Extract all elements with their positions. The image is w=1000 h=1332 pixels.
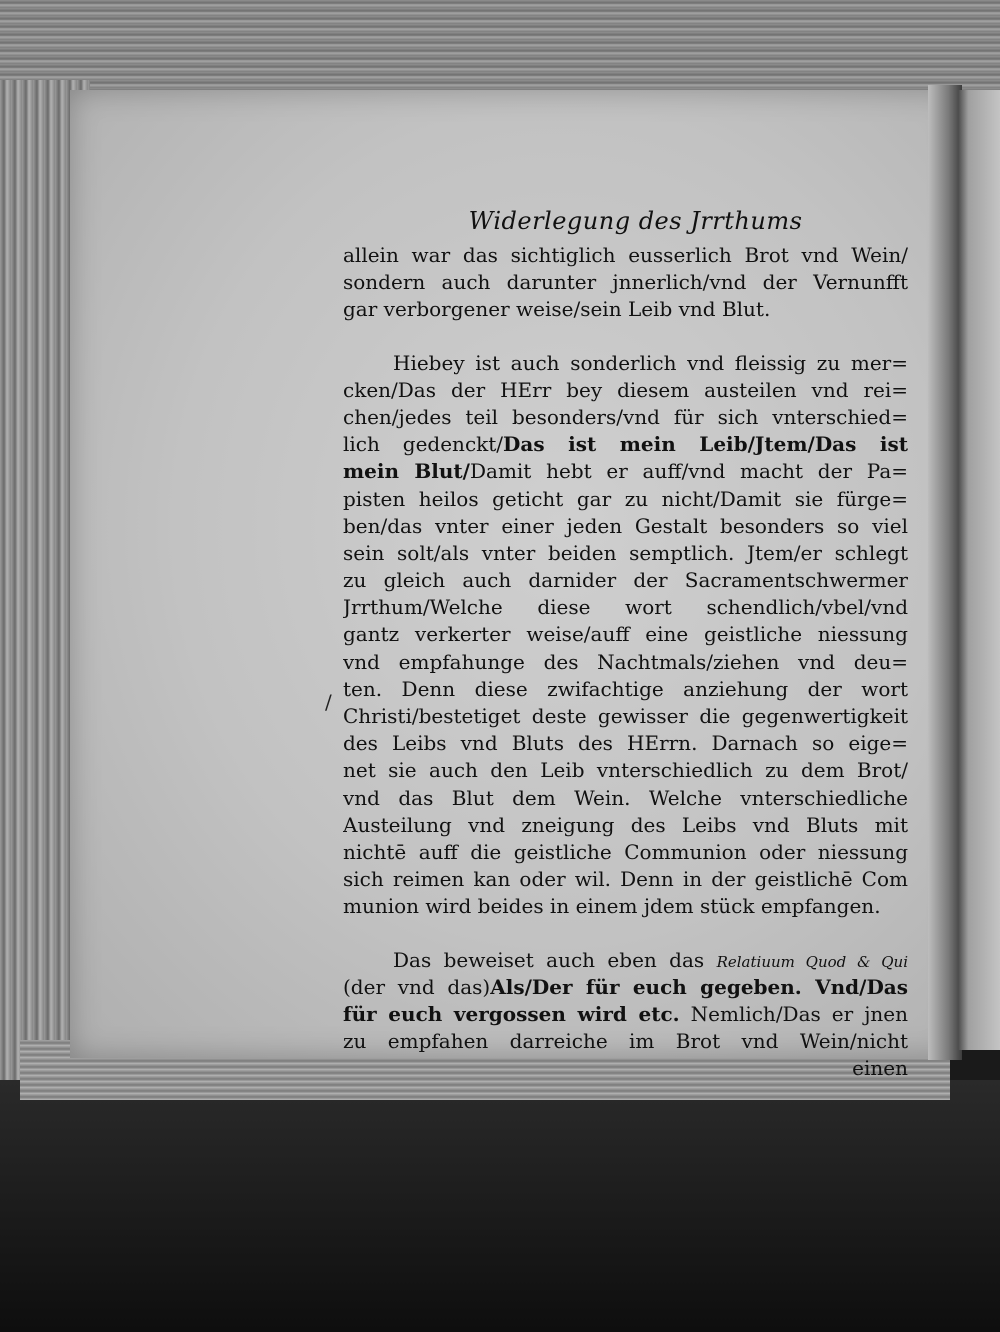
text-line: zu empfahen darreiche im Brot vnd Wein/nicht [343, 1029, 908, 1054]
text-line: gantz verkerter weise/auff eine geistliche niessung [343, 622, 908, 647]
text-line: Austeilung vnd zneigung des Leibs vnd Bluts mit [343, 812, 908, 837]
paragraph-3 [343, 947, 908, 1056]
text-line: für euch vergossen wird etc. Nemlich/Das er jnen [343, 1001, 908, 1026]
text-segment: Damit hebt er auff/vnd macht der Pa= [469, 459, 908, 484]
running-head: Widerlegung des Jrrthums [468, 207, 803, 235]
text-line: vnd das Blut dem Wein. Welche vnterschiedliche [343, 785, 908, 810]
text-line: munion wird beides in einem jdem stück empfangen. [343, 894, 881, 919]
book-gutter [928, 85, 962, 1060]
text-line: Jrrthum/Welche diese wort schendlich/vbel/vnd [343, 595, 908, 620]
paragraph-2 [343, 350, 908, 921]
text-line: mein Blut/Damit hebt er auff/vnd macht der Pa= [343, 459, 908, 484]
text-line: chen/jedes teil besonders/vnd für sich vnterschied= [343, 404, 908, 429]
facing-page-edge [958, 90, 1000, 1050]
text-line: sich reimen kan oder wil. Denn in der geistlichē Com [343, 867, 908, 892]
text-line: ten. Denn diese zwifachtige anziehung der wort [343, 676, 908, 701]
text-line: cken/Das der HErr bey diesem austeilen vnd rei= [343, 377, 908, 402]
text-block [343, 200, 908, 1082]
margin-mark: / [325, 690, 332, 714]
text-line: gar verborgener weise/sein Leib vnd Blut. [343, 297, 771, 322]
emphasis-text: für euch vergossen wird etc. [343, 1001, 680, 1026]
emphasis-text: Das ist mein Leib/Jtem/Das ist [503, 432, 908, 457]
text-line: Christi/bestetiget deste gewisser die gegenwertigkeit [343, 704, 908, 728]
background-shadow [0, 1080, 1000, 1332]
catchword: einen [852, 1056, 908, 1081]
text-line: net sie auch den Leib vnterschiedlich zu dem Brot/ [343, 758, 908, 783]
text-line: des Leibs vnd Bluts des HErrn. Darnach so eige= [343, 731, 908, 756]
text-line: sondern auch darunter jnnerlich/vnd der Vernunfft [343, 270, 908, 295]
text-line: allein war das sichtiglich eusserlich Brot vnd Wein/ [343, 243, 908, 267]
text-line: (der vnd das)Als/Der für euch gegeben. Vnd/Das [343, 974, 908, 999]
text-line: ben/das vnter einer jeden Gestalt besonders so viel [343, 513, 908, 538]
emphasis-text: Als/Der für euch gegeben. Vnd/Das [490, 974, 908, 999]
latin-term: Relatiuum Quod & Qui [716, 952, 908, 971]
paragraph-1 [343, 242, 908, 324]
text-line: Hiebey ist auch sonderlich vnd fleissig zu mer= [393, 350, 908, 375]
text-line: nichtē auff die geistliche Communion oder niessung [343, 839, 908, 864]
text-line: zu gleich auch darnider der Sacramentschwermer [343, 568, 908, 593]
text-line: sein solt/als vnter beiden semptlich. Jtem/er schlegt [343, 540, 908, 565]
text-line: pisten heilos geticht gar zu nicht/Damit sie fürge= [343, 486, 908, 511]
text-line: lich gedenckt/Das ist mein Leib/Jtem/Das ist [343, 432, 908, 457]
text-line: Das beweiset auch eben das Relatiuum Quod & Qui [393, 947, 908, 972]
text-line: vnd empfahunge des Nachtmals/ziehen vnd deu= [343, 649, 908, 674]
